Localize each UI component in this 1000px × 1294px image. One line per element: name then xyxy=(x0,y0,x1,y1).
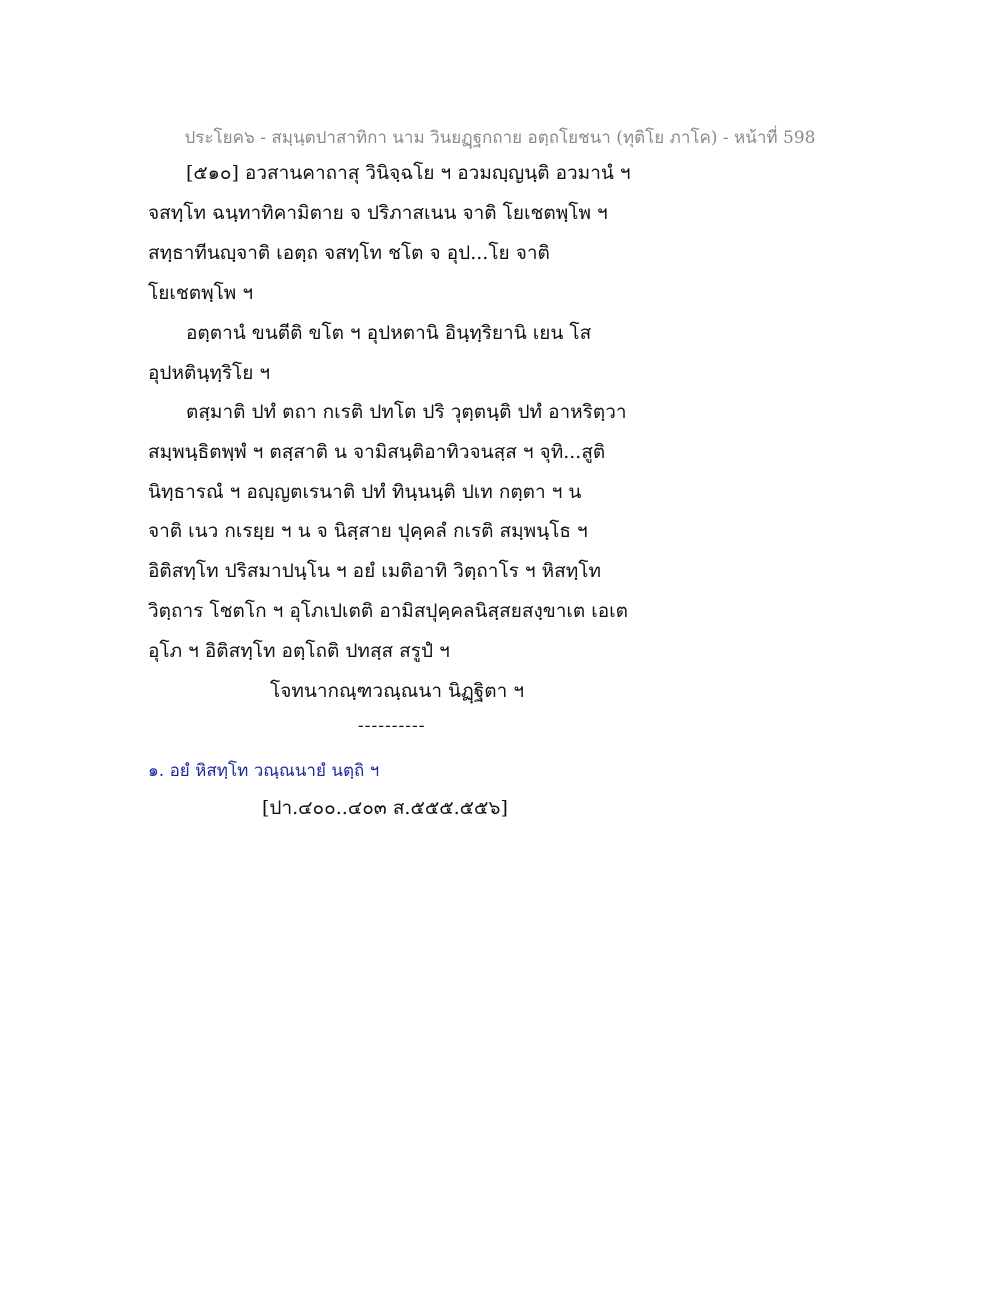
body-line-10: จาติ เนว กเรยฺย ฯ น จ นิสฺสาย ปุคฺคลํ กเรติ สมฺพนฺโธ ฯ xyxy=(148,520,588,542)
verse-closing-line: โจทนากณฺฑวณฺณนา นิฏฺฐิตา ฯ xyxy=(270,680,524,702)
page-reference: [ปา.๔๐๐..๔๐๓ ส.๕๕๕.๕๕๖] xyxy=(262,797,508,819)
body-line-7: ตสฺมาติ ปทํ ตถา กเรติ ปทโต ปริ วุตฺตนฺติ ปทํ อาหริตฺวา xyxy=(186,401,627,423)
body-line-8: สมฺพนฺธิตพฺพํ ฯ ตสฺสาติ น จามิสนฺติอาทิวจนสฺส ฯ จุทิ...สูติ xyxy=(148,441,606,463)
body-line-5: อตฺตานํ ขนตีติ ขโต ฯ อุปหตานิ อินฺทฺริยานิ เยน โส xyxy=(186,322,592,344)
body-line-11: อิติสทฺโท ปริสมาปนฺโน ฯ อยํ เมติอาทิ วิตฺถาโร ฯ หิสทฺโท xyxy=(148,560,601,582)
body-line-1: [๕๑๐] อวสานคาถาสุ วินิจฺฉโย ฯ อวมญฺญนฺติ อวมานํ ฯ xyxy=(186,162,631,184)
body-line-13: อุโภ ฯ อิติสทฺโท อตฺโถติ ปทสฺส สรูปํ ฯ xyxy=(148,640,450,662)
body-line-4: โยเชตพฺโพ ฯ xyxy=(148,282,254,304)
footnote: ๑. อยํ หิสทฺโท วณฺณนายํ นตฺถิ ฯ xyxy=(148,761,380,781)
body-line-12: วิตฺถาร โชตโก ฯ อุโภเปเตติ อามิสปุคฺคลนิสฺสยสงฺขาเต เอเต xyxy=(148,600,629,622)
body-line-6: อุปหตินฺทฺริโย ฯ xyxy=(148,362,271,384)
page-header: ประโยค๖ - สมฺนฺตปาสาทิกา นาม วินยฏฺฐกถาย อตฺถโยชนา (ทุติโย ภาโค) - หน้าที่ 598 xyxy=(184,128,816,148)
body-line-2: จสทฺโท ฉนฺทาทิคามิตาย จ ปริภาสเนน จาติ โยเชตพฺโพ ฯ xyxy=(148,202,608,224)
body-line-3: สทฺธาทีนญฺจาติ เอตฺถ จสทฺโท ชโต จ อุป...โย จาติ xyxy=(148,242,550,264)
section-divider: ---------- xyxy=(358,716,426,736)
body-line-9: นิทฺธารณํ ฯ อญฺญตเรนาติ ปทํ ทินฺนนฺติ ปเท กตฺตา ฯ น xyxy=(148,481,582,503)
